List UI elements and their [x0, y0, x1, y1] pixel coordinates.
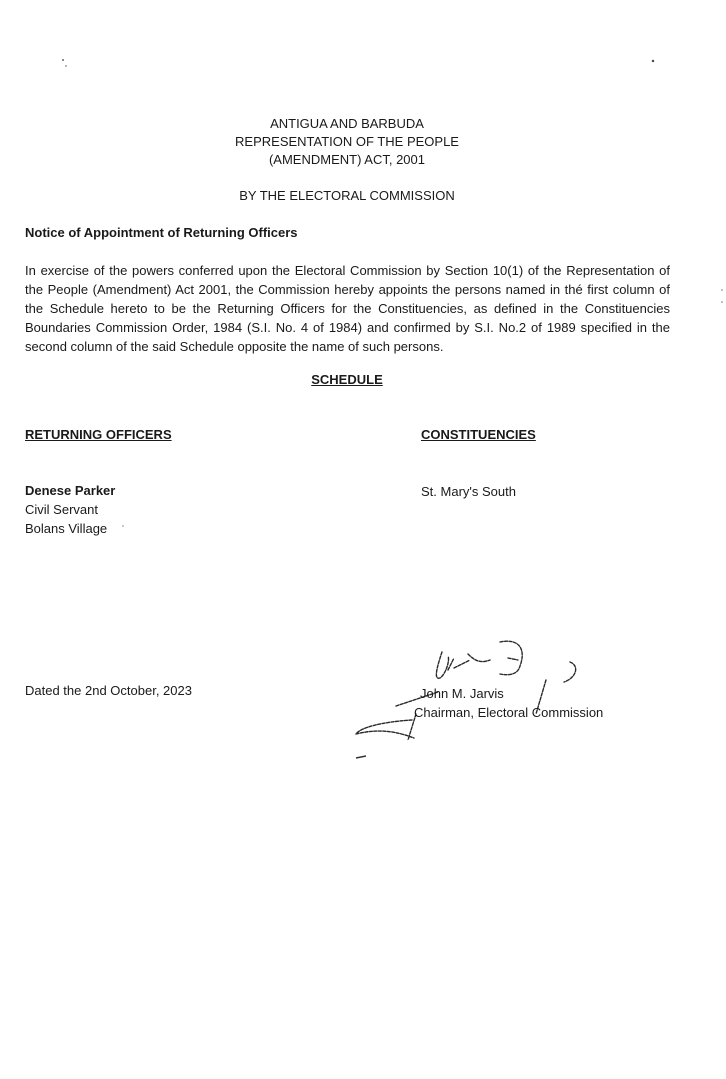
- handwritten-signature: [350, 630, 600, 740]
- returning-officers-heading: RETURNING OFFICERS: [25, 427, 172, 442]
- notice-title: Notice of Appointment of Returning Officers: [25, 225, 298, 240]
- signatory-name: John M. Jarvis: [420, 686, 504, 701]
- date-line: Dated the 2nd October, 2023: [25, 683, 192, 698]
- officer-name: Denese Parker: [25, 483, 116, 498]
- byline: BY THE ELECTORAL COMMISSION: [239, 188, 455, 203]
- header-country: ANTIGUA AND BARBUDA: [270, 116, 424, 131]
- document-header: [0, 115, 694, 169]
- notice-body: In exercise of the powers conferred upon the Electoral Commission by Section 10(1) of the Representation of the People (Amendment) Act 2001, the Commission hereby appoints the persons named in thé first column of the Schedule hereto to be the Returning Officers for the Constituencies, as defined in the Constituencies Boundaries Commission Order, 1984 (S.I. No. 4 of 1984) and confirmed by S.I. No.2 of 1989 specified in the second column of the said Schedule opposite the name of such persons.: [25, 263, 670, 354]
- header-act-year: (AMENDMENT) ACT, 2001: [268, 152, 426, 167]
- schedule-title: SCHEDULE: [311, 372, 383, 387]
- officer-entry: [25, 481, 115, 538]
- officer-occupation: Civil Servant: [25, 502, 98, 517]
- officer-address: Bolans Village: [25, 521, 108, 536]
- signatory-title: Chairman, Electoral Commission: [414, 705, 604, 720]
- header-act-name: REPRESENTATION OF THE PEOPLE: [235, 134, 459, 149]
- constituencies-heading: CONSTITUENCIES: [421, 427, 536, 442]
- constituency-name: St. Mary's South: [421, 484, 516, 499]
